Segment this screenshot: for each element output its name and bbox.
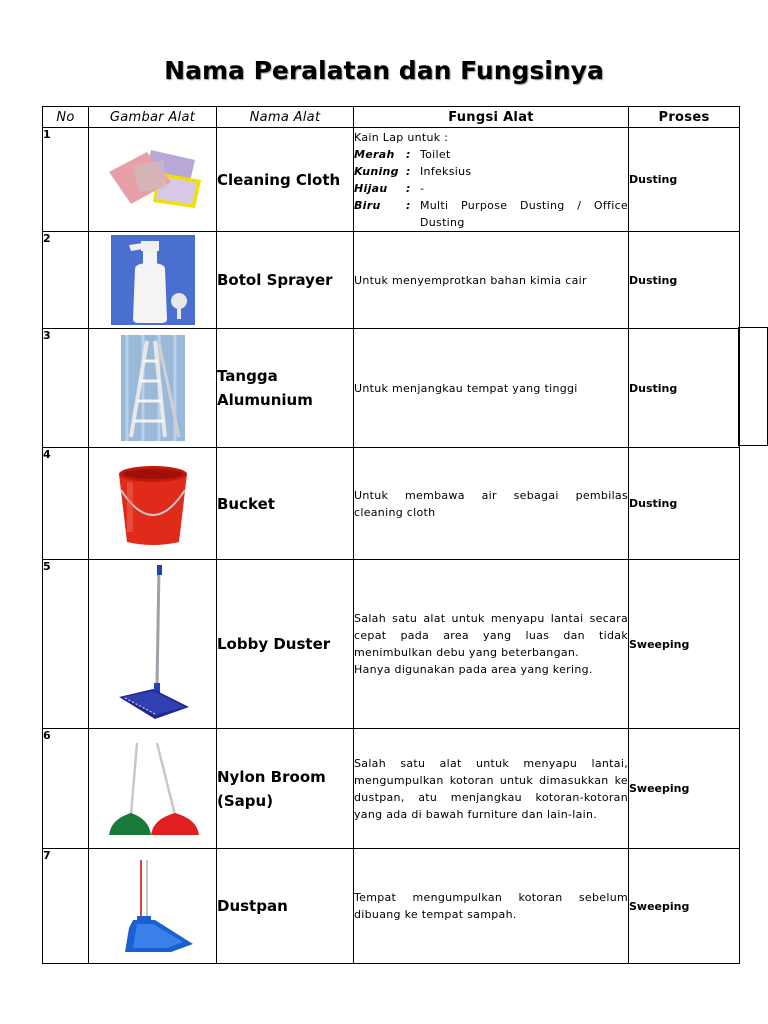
header-no: No	[43, 107, 89, 128]
row-proses: Sweeping	[629, 560, 740, 729]
row-fungsi: Untuk menjangkau tempat yang tinggi	[354, 329, 629, 448]
fungsi-text-2: Hanya digunakan pada area yang kering.	[354, 663, 593, 676]
header-proses: Proses	[629, 107, 740, 128]
table-row	[43, 448, 740, 560]
row-number: 7	[43, 849, 89, 964]
row-proses: Dusting	[629, 232, 740, 329]
table-row	[43, 232, 740, 329]
side-box	[738, 327, 768, 446]
row-nama: Lobby Duster	[217, 560, 354, 729]
row-image	[89, 560, 217, 729]
fungsi-text: Salah satu alat untuk menyapu lantai secara cepat pada area yang luas dan tidak menimbulkan debu yang beterbangan.	[354, 612, 628, 659]
table-row	[43, 329, 740, 448]
color-item	[354, 146, 628, 163]
row-image	[89, 849, 217, 964]
row-number: 5	[43, 560, 89, 729]
color-use: Infeksius	[420, 165, 472, 178]
row-nama: Bucket	[217, 448, 354, 560]
table-row	[43, 849, 740, 964]
row-fungsi	[354, 560, 629, 729]
row-nama: Nylon Broom (Sapu)	[217, 729, 354, 849]
row-image	[89, 448, 217, 560]
header-gambar: Gambar Alat	[89, 107, 217, 128]
row-image	[89, 729, 217, 849]
color-use: Toilet	[420, 148, 451, 161]
row-fungsi: Untuk menyemprotkan bahan kimia cair	[354, 232, 629, 329]
row-image	[89, 128, 217, 232]
ladder-icon	[121, 335, 185, 441]
row-proses: Dusting	[629, 329, 740, 448]
row-image	[89, 232, 217, 329]
color-sep: :	[406, 182, 411, 195]
color-item	[354, 180, 628, 197]
bucket-icon	[113, 462, 193, 546]
broom-icon	[105, 739, 201, 839]
row-number: 1	[43, 128, 89, 232]
row-number: 6	[43, 729, 89, 849]
row-proses: Sweeping	[629, 849, 740, 964]
spray-bottle-icon	[111, 235, 195, 325]
row-number: 4	[43, 448, 89, 560]
row-fungsi: Salah satu alat untuk menyapu lantai, mengumpulkan kotoran untuk dimasukkan ke dustpan, atu menjangkau kotoran-kotoran yang ada di bawah furniture dan lain-lain.	[354, 729, 629, 849]
row-fungsi: Untuk membawa air sebagai pembilas cleaning cloth	[354, 448, 629, 560]
table-row	[43, 128, 740, 232]
row-image	[89, 329, 217, 448]
row-number: 2	[43, 232, 89, 329]
row-fungsi	[354, 128, 629, 232]
row-fungsi: Tempat mengumpulkan kotoran sebelum dibuang ke tempat sampah.	[354, 849, 629, 964]
table-row	[43, 729, 740, 849]
equipment-table	[42, 106, 740, 964]
table-header-row	[43, 107, 740, 128]
row-nama: Dustpan	[217, 849, 354, 964]
row-proses: Dusting	[629, 128, 740, 232]
table-row	[43, 560, 740, 729]
color-name: Biru	[354, 199, 381, 212]
color-use: Multi Purpose Dusting / Office Dusting	[420, 199, 628, 229]
row-nama: Cleaning Cloth	[217, 128, 354, 232]
cleaning-cloth-icon	[103, 146, 203, 214]
dustpan-icon	[111, 856, 195, 956]
row-nama: Tangga Alumunium	[217, 329, 354, 448]
color-sep: :	[406, 148, 411, 161]
row-number: 3	[43, 329, 89, 448]
row-proses: Dusting	[629, 448, 740, 560]
header-fungsi: Fungsi Alat	[354, 107, 629, 128]
page-title: Nama Peralatan dan Fungsinya	[164, 56, 604, 85]
header-nama: Nama Alat	[217, 107, 354, 128]
color-sep: :	[406, 165, 411, 178]
color-item	[354, 163, 628, 180]
row-nama: Botol Sprayer	[217, 232, 354, 329]
color-use: -	[420, 182, 425, 195]
row-proses: Sweeping	[629, 729, 740, 849]
lobby-duster-icon	[113, 563, 193, 725]
color-name: Kuning	[354, 165, 399, 178]
color-name: Hijau	[354, 182, 388, 195]
color-item	[354, 197, 628, 231]
fungsi-intro: Kain Lap untuk :	[354, 131, 449, 144]
color-name: Merah	[354, 148, 395, 161]
color-sep: :	[406, 199, 411, 212]
